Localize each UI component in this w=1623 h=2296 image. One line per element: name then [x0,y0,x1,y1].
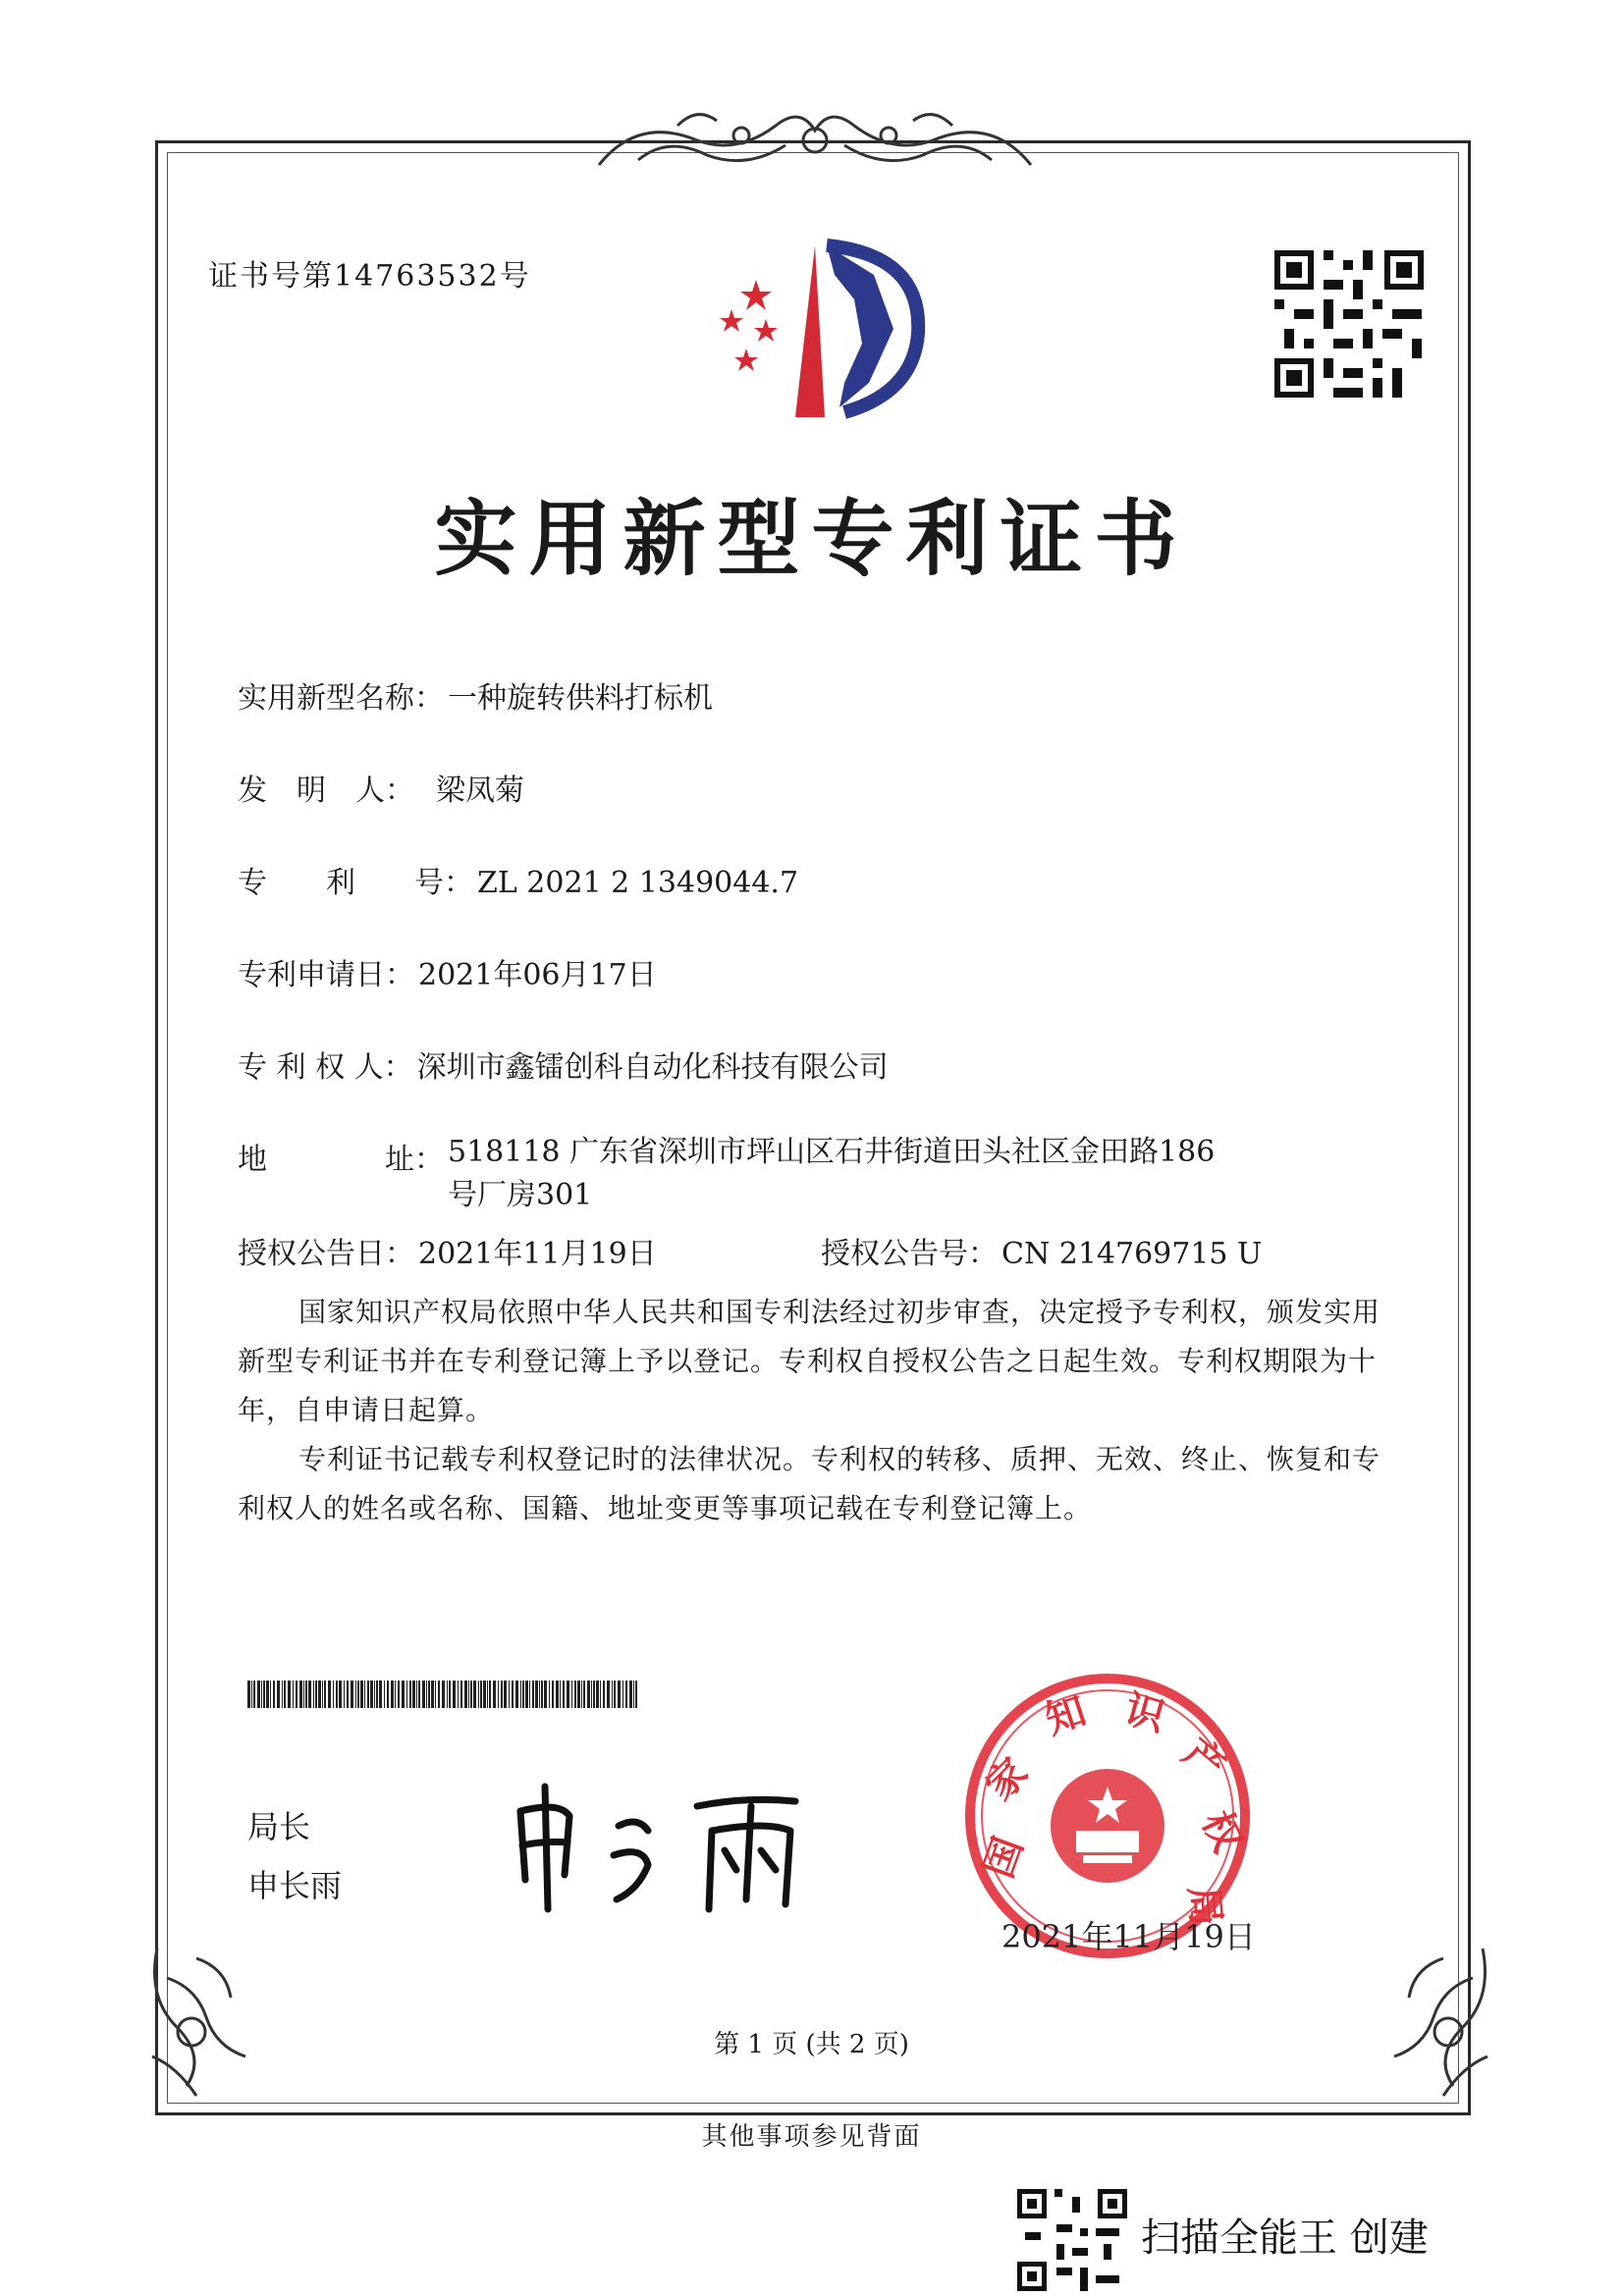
barcode-icon [247,1681,640,1708]
scanner-qr-code-icon [1017,2189,1127,2291]
svg-text:产: 产 [1173,1730,1234,1790]
field-inventor [238,766,524,809]
certificate-number: 证书号第14763532号 [208,259,531,294]
field-value: ZL 2021 2 1349044.7 [477,866,799,900]
director-title: 局长 [247,1808,311,1845]
page-indicator: 第 1 页 (共 2 页) [714,2030,909,2059]
document-title: 实用新型专利证书 [434,491,1189,587]
field-label: 专 利 权 人： [238,1050,413,1085]
statement-paragraph-1: 国家知识产权局依照中华人民共和国专利法经过初步审查，决定授予专利权，颁发实用新型专利证书并在专利登记簿上予以登记。专利权自授权公告之日起生效。专利权期限为十年，自申请日起算。 [238,1296,1381,1426]
top-ornament-icon [579,96,1051,185]
field-label: 授权公告日： [238,1237,414,1271]
statement-paragraph-2: 专利证书记载专利权登记时的法律状况。专利权的转移、质押、无效、终止、恢复和专利权人的姓名或名称、国籍、地址变更等事项记载在专利登记簿上。 [238,1443,1381,1524]
scanner-watermark: 扫描全能王 创建 [1141,2216,1429,2261]
field-grant-date [238,1229,657,1272]
field-utility-model-name [238,673,713,717]
field-application-date [238,950,657,993]
field-value: 深圳市鑫镭创科自动化科技有限公司 [416,1050,889,1085]
field-label: 专利申请日： [238,958,414,992]
field-patent-number [238,858,798,901]
corner-ornament-left-icon [137,1939,285,2106]
svg-text:局: 局 [1179,1884,1229,1928]
svg-text:权: 权 [1192,1804,1251,1859]
field-label: 实用新型名称： [238,681,444,716]
svg-text:知: 知 [1040,1688,1092,1744]
field-value: CN 214769715 U [1001,1237,1263,1271]
handwritten-signature-icon [501,1772,835,1919]
director-name: 申长雨 [247,1867,343,1904]
field-label: 专 利 号： [238,866,473,900]
field-label: 发 明 人： [238,774,414,808]
field-patentee [238,1042,889,1086]
svg-text:识: 识 [1119,1686,1170,1741]
svg-text:家: 家 [977,1749,1038,1810]
svg-text:国: 国 [976,1831,1033,1885]
field-value: 518118 广东省深圳市坪山区石井街道田头社区金田路186号厂房301 [448,1135,1216,1212]
corner-ornament-right-icon [1355,1939,1502,2106]
field-grant-number [821,1229,1262,1272]
field-label: 授权公告号： [821,1237,998,1271]
field-value: 2021年06月17日 [418,958,657,992]
field-label: 地 址： [238,1143,444,1177]
field-value: 梁凤菊 [436,774,524,808]
qr-code-icon [1274,250,1424,398]
seal-date: 2021年11月19日 [1001,1918,1256,1955]
field-value: 2021年11月19日 [418,1237,657,1271]
field-value: 一种旋转供料打标机 [448,681,713,716]
back-side-note: 其他事项参见背面 [701,2122,922,2152]
cnipa-logo-icon [697,236,943,422]
field-address [238,1135,1233,1217]
